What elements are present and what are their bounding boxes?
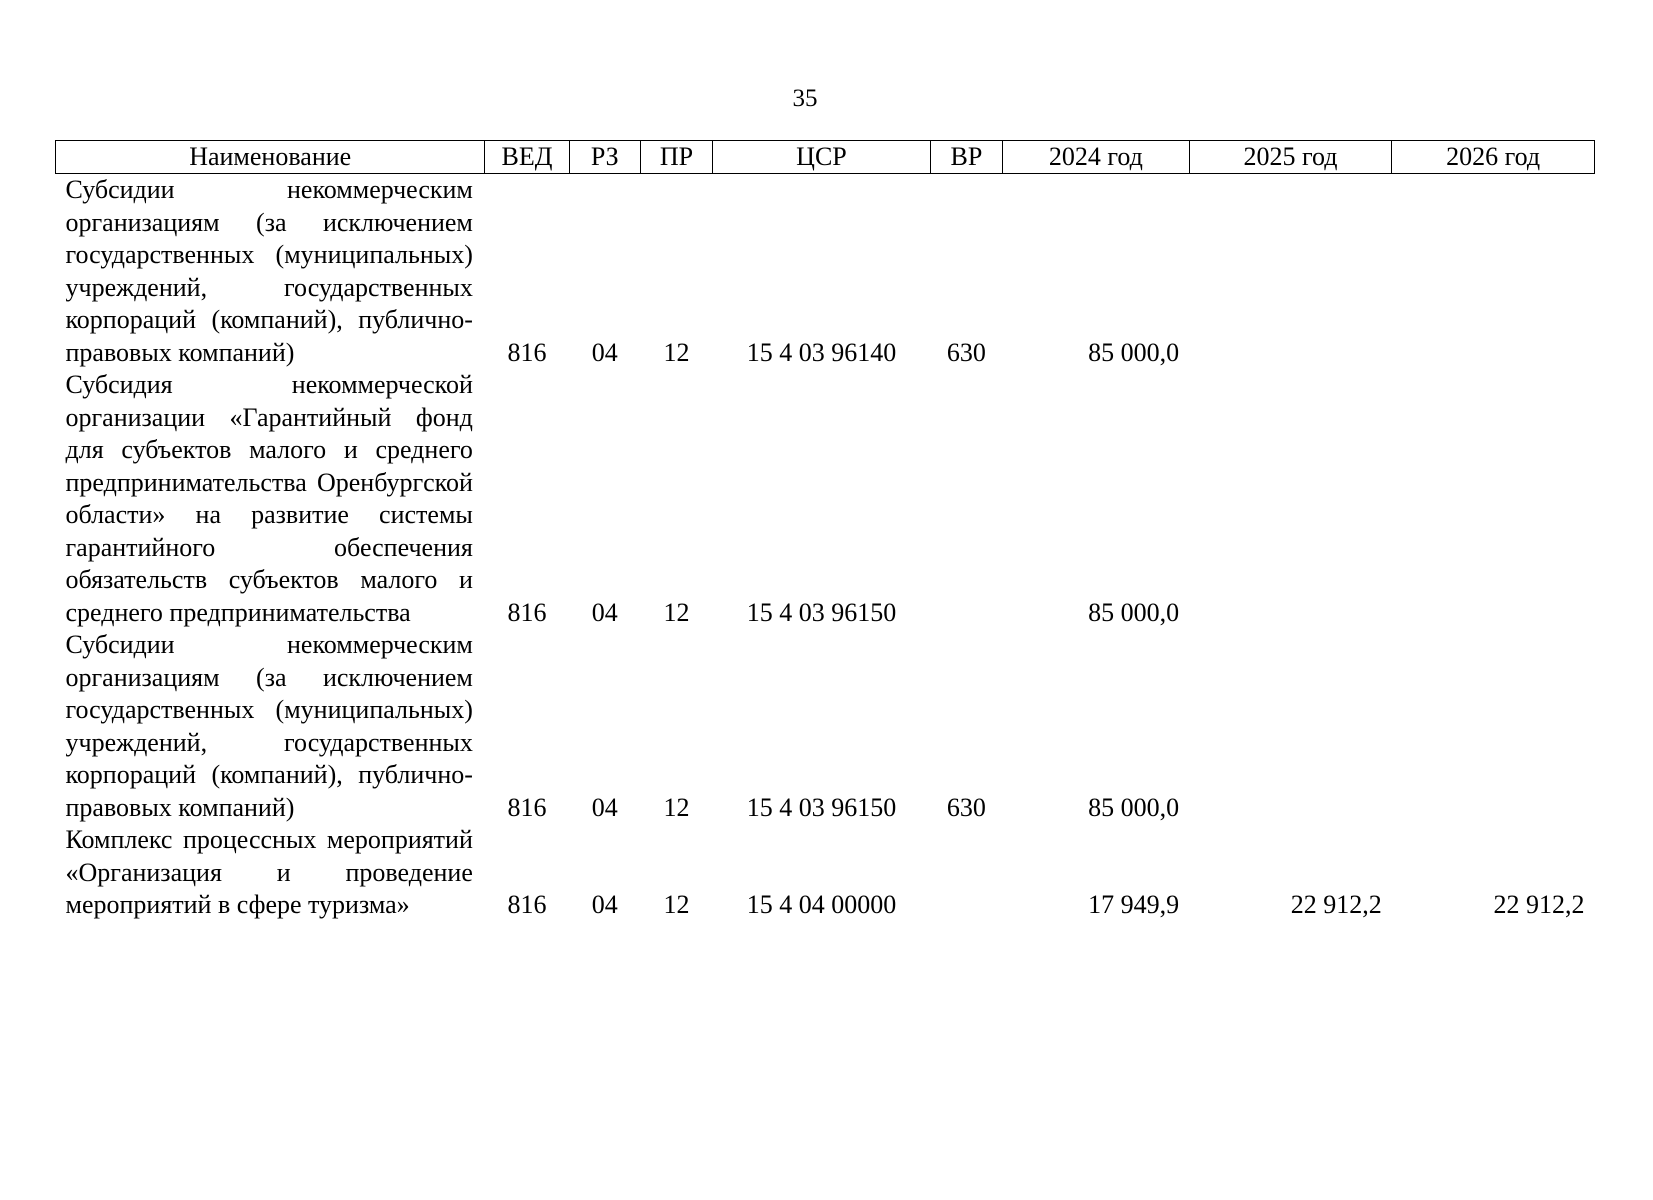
row-csr: 15 4 03 96140 <box>746 337 897 367</box>
row-2026: 22 912,2 <box>1493 890 1585 919</box>
page-number: 35 <box>792 85 818 112</box>
row-pr: 12 <box>663 890 690 919</box>
row-pr: 12 <box>663 597 690 627</box>
row-2024: 85 000,0 <box>1088 792 1180 822</box>
header-csr: ЦСР <box>713 141 931 174</box>
row-vr <box>930 369 1002 629</box>
row-2024: 17 949,9 <box>1088 890 1180 919</box>
row-name: Комплекс процессных мероприятий «Организация и проведение мероприятий в сфере туризма» <box>65 825 473 919</box>
table-row <box>56 629 1595 824</box>
row-rz: 04 <box>591 337 618 367</box>
table-header-row <box>56 141 1595 174</box>
row-rz: 04 <box>591 792 618 822</box>
row-2024: 85 000,0 <box>1088 597 1180 627</box>
row-2025 <box>1189 369 1392 629</box>
row-rz: 04 <box>591 890 618 919</box>
row-2026 <box>1392 629 1595 824</box>
header-rz: РЗ <box>569 141 640 174</box>
row-2024: 85 000,0 <box>1088 337 1180 367</box>
header-2026: 2026 год <box>1392 141 1595 174</box>
row-pr: 12 <box>663 337 690 367</box>
row-2025 <box>1189 174 1392 370</box>
row-ved: 816 <box>507 337 547 367</box>
header-ved: ВЕД <box>485 141 569 174</box>
row-2026 <box>1392 174 1595 370</box>
row-ved: 816 <box>507 597 547 627</box>
row-2026 <box>1392 369 1595 629</box>
row-2025 <box>1189 629 1392 824</box>
row-vr <box>930 824 1002 922</box>
header-vr: ВР <box>930 141 1002 174</box>
row-csr: 15 4 03 96150 <box>746 792 897 822</box>
table-row <box>56 369 1595 629</box>
row-rz: 04 <box>591 597 618 627</box>
header-2024: 2024 год <box>1003 141 1190 174</box>
table-row <box>56 824 1595 922</box>
row-csr: 15 4 04 00000 <box>746 890 897 919</box>
row-name: Субсидии некоммерческим организациям (за исключением государственных (муниципальных) учреждений, государственных корпораций (компаний), публично-правовых компаний) <box>65 175 473 367</box>
row-csr: 15 4 03 96150 <box>746 597 897 627</box>
header-pr: ПР <box>640 141 712 174</box>
row-pr: 12 <box>663 792 690 822</box>
row-2025: 22 912,2 <box>1290 890 1382 919</box>
row-ved: 816 <box>507 890 547 919</box>
budget-table <box>55 140 1595 922</box>
row-ved: 816 <box>507 792 547 822</box>
row-name: Субсидии некоммерческим организациям (за исключением государственных (муниципальных) учреждений, государственных корпораций (компаний), публично-правовых компаний) <box>65 630 473 822</box>
header-name: Наименование <box>56 141 485 174</box>
header-2025: 2025 год <box>1189 141 1392 174</box>
row-name: Субсидия некоммерческой организации «Гарантийный фонд для субъектов малого и среднего предпринимательства Оренбургской области» на развитие системы гарантийного обеспечения обязательств субъектов малого и среднего предпринимательства <box>65 370 473 627</box>
row-vr: 630 <box>946 337 986 367</box>
table-row <box>56 174 1595 370</box>
row-vr: 630 <box>946 792 986 822</box>
